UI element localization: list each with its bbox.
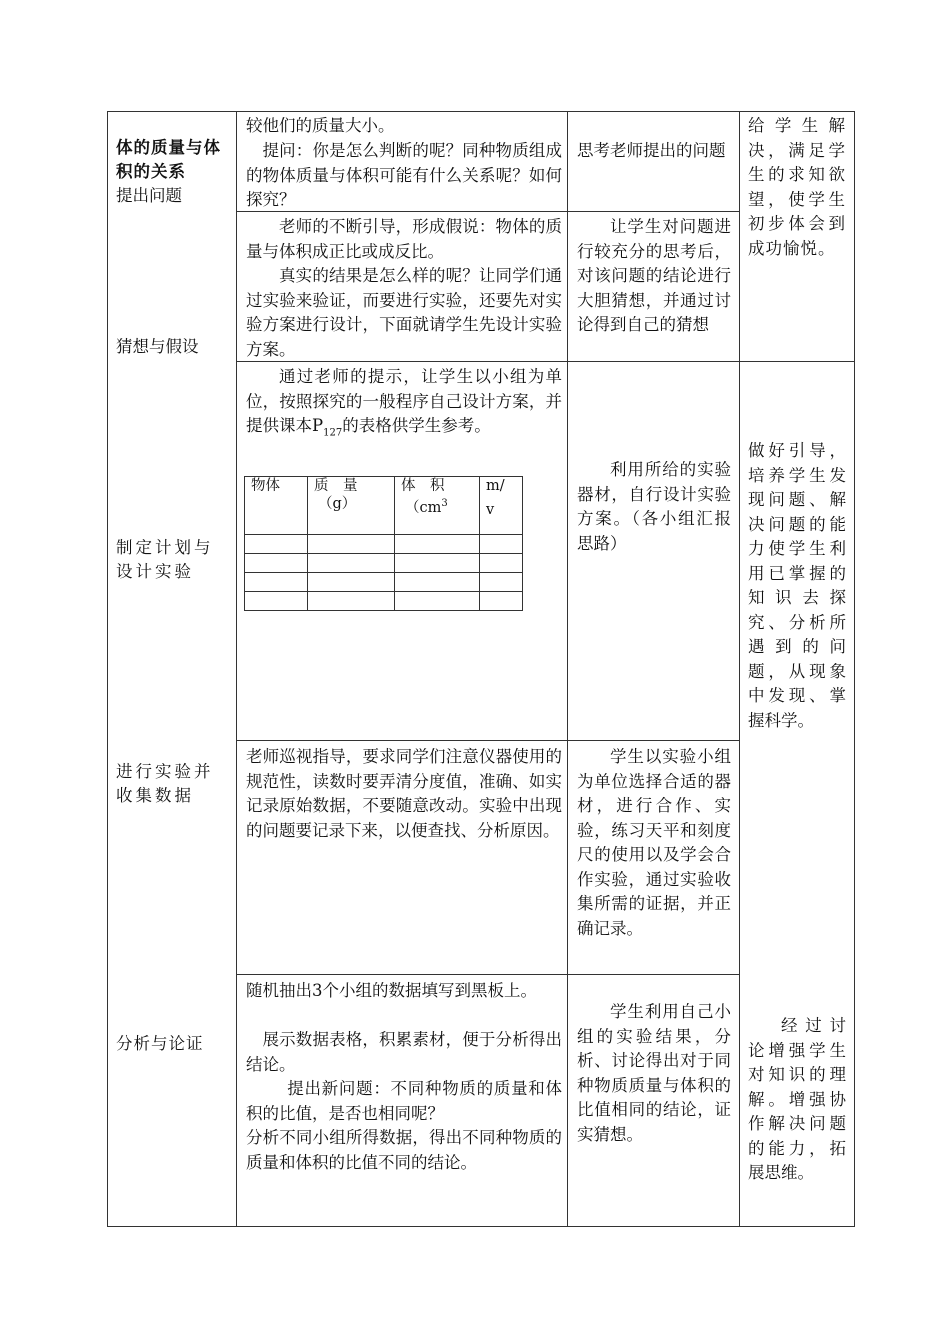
teacher-row5-p2: 展示数据表格，积累素材，便于分析得出结论。 — [246, 1030, 562, 1074]
table-border-right — [854, 111, 855, 1227]
teacher-row4: 老师巡视指导，要求同学们注意仪器使用的规范性，读数时要弄清分度值，准确、如实记录原始数据，不要随意改动。实验中出现的问题要记录下来，以便查找、分析原因。 — [246, 747, 562, 840]
teacher-row5-p3: 提出新问题：不同种物质的质量和体积的比值，是否也相同呢？ — [246, 1079, 562, 1123]
teacher-row5-p1: 随机抽出3个小组的数据填写到黑板上。 — [246, 981, 537, 1000]
student-row3: 利用所给的实验器材，自行设计实验方案。（各小组汇报思路） — [577, 460, 731, 553]
intent-b: 做好引导，培养学生发现问题、解决问题的能力使学生利用已掌握的知识去探究、分析所遇到的问题，从现象中发现、掌握科学。 — [748, 441, 846, 730]
student-row2: 让学生对问题进行较充分的思考后，对该问题的结论进行大胆猜想，并通过讨论得到自己的猜想 — [577, 217, 731, 334]
stage-analysis: 分析与论证 — [116, 1034, 204, 1053]
table-row — [245, 535, 523, 554]
stage-hypothesis: 猜想与假设 — [116, 337, 199, 356]
stage-title: 体的质量与体积的关系 — [116, 138, 221, 181]
student-row4: 学生以实验小组为单位选择合适的器材，进行合作、实验，练习天平和刻度尺的使用以及学会合作实验，通过实验收集所需的证据，并正确记录。 — [577, 747, 731, 938]
reference-data-table — [244, 476, 523, 611]
intent-c: 经过讨论增强学生对知识的理解。增强协作解决问题的能力，拓展思维。 — [748, 1016, 846, 1182]
table-divider-col2 — [567, 111, 568, 1227]
table-divider-col3 — [739, 111, 740, 1227]
stage-raise-question: 提出问题 — [116, 186, 182, 205]
col-object: 物体 — [245, 477, 308, 535]
table-border-bottom — [107, 1226, 855, 1227]
teacher-row1-question: 提问：你是怎么判断的呢？同种物质组成的物体质量与体积可能有什么关系呢？如何探究？ — [246, 141, 562, 209]
table-divider-col1 — [236, 111, 237, 1227]
stage-plan-design: 制定计划与设计实验 — [116, 538, 214, 581]
col-ratio: m/ v — [480, 477, 523, 535]
teacher-row2-p2: 真实的结果是怎么样的呢？让同学们通过实验来验证，而要进行实验，还要先对实验方案进行设计，下面就请学生先设计实验方案。 — [246, 266, 562, 359]
row-divider-3 — [236, 740, 740, 741]
intent-a: 给学生解决，满足学生的求知欲望，使学生初步体会到成功愉悦。 — [748, 116, 846, 258]
student-row5: 学生利用自己小组的实验结果，分析、讨论得出对于同种物质质量与体积的比值相同的结论，证实猜想。 — [577, 1002, 731, 1144]
table-border-top — [107, 111, 855, 112]
teacher-row2-p1: 老师的不断引导，形成假说：物体的质量与体积成正比或成反比。 — [246, 217, 562, 261]
table-border-left — [107, 111, 108, 1227]
stage-experiment: 进行实验并收集数据 — [116, 762, 214, 805]
table-row — [245, 573, 523, 592]
intent-divider — [739, 361, 855, 362]
teacher-row5-p4: 分析不同小组所得数据，得出不同种物质的质量和体积的比值不同的结论。 — [246, 1128, 562, 1172]
student-row1: 思考老师提出的问题 — [577, 141, 726, 160]
col-volume: 体 积 （$cm^3$ — [395, 477, 480, 535]
table-row — [245, 592, 523, 611]
teacher-row1-line1: 较他们的质量大小。 — [246, 116, 395, 135]
col-mass: 质 量 （g） — [308, 477, 395, 535]
teacher-row3-p1: 通过老师的提示，让学生以小组为单位，按照探究的一般程序自己设计方案，并提供课本$P_{127}$的表格供学生参考。 — [246, 367, 562, 439]
row-divider-4 — [236, 974, 740, 975]
table-row — [245, 554, 523, 573]
